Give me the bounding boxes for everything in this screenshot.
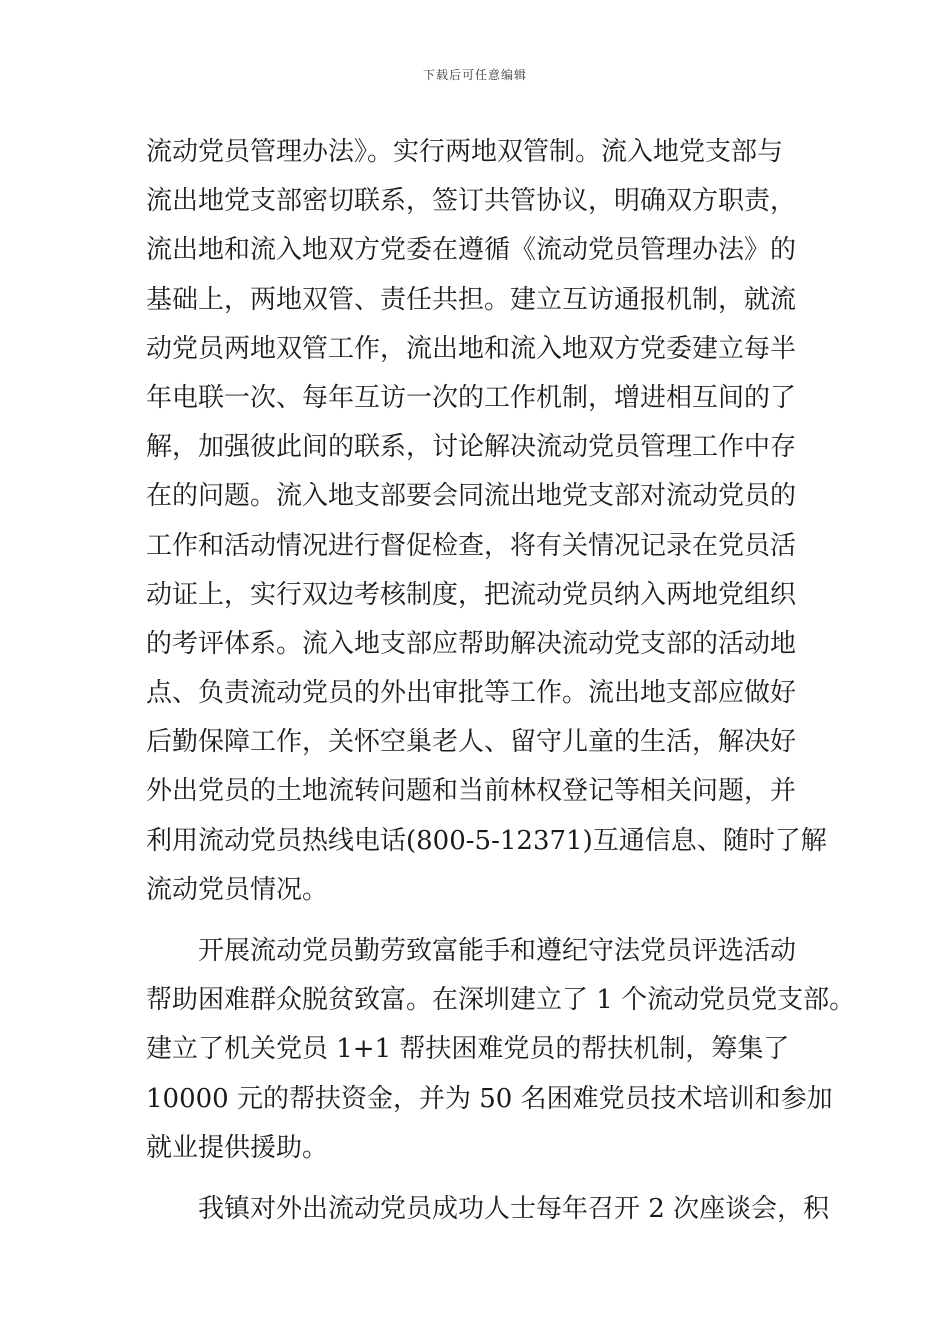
text-line: 开展流动党员勤劳致富能手和遵纪守法党员评选活动 (198, 936, 797, 966)
paragraph-3 (146, 1185, 830, 1234)
page-header: 下载后可任意编辑 (422, 68, 527, 82)
text-line: 10000 元的帮扶资金，并为 50 名困难党员技术培训和参加 (146, 1083, 833, 1114)
text-line: 流动党员管理办法》。实行两地双管制。流入地党支部与 (146, 137, 784, 167)
text-line: 后勤保障工作，关怀空巢老人、留守儿童的生活，解决好 (146, 727, 797, 758)
text-line: 流动党员情况。 (146, 874, 329, 905)
text-line: 利用流动党员热线电话(800-5-12371)互通信息、随时了解 (146, 825, 827, 856)
text-line: 就业提供援助。 (146, 1132, 329, 1163)
text-line: 在的问题。流入地支部要会同流出地党支部对流动党员的 (146, 481, 797, 512)
paragraph-gap (146, 915, 811, 927)
text-line: 年电联一次、每年互访一次的工作机制，增进相互间的了 (146, 382, 797, 413)
text-line: 点、负责流动党员的外出审批等工作。流出地支部应做好 (146, 678, 797, 709)
text-line: 解，加强彼此间的联系，讨论解决流动党员管理工作中存 (146, 432, 797, 463)
text-line: 建立了机关党员 1+1 帮扶困难党员的帮扶机制，筹集了 (146, 1034, 790, 1065)
paragraph-1 (146, 128, 827, 915)
text-line: 流出地党支部密切联系，签订共管协议，明确双方职责， (146, 186, 797, 217)
text-line: 动证上，实行双边考核制度，把流动党员纳入两地党组织 (146, 579, 797, 610)
text-line: 动党员两地双管工作，流出地和流入地双方党委建立每半 (146, 333, 797, 364)
text-line: 帮助困难群众脱贫致富。在深圳建立了 1 个流动党员党支部。 (146, 985, 856, 1016)
text-line: 我镇对外出流动党员成功人士每年召开 2 次座谈会，积 (198, 1193, 830, 1224)
document-body (146, 128, 856, 1234)
text-line: 的考评体系。流入地支部应帮助解决流动党支部的活动地 (146, 628, 797, 659)
paragraph-gap (146, 1173, 811, 1185)
text-line: 基础上，两地双管、责任共担。建立互访通报机制，就流 (146, 284, 797, 315)
text-line: 外出党员的土地流转问题和当前林权登记等相关问题，并 (146, 776, 797, 807)
text-line: 流出地和流入地双方党委在遵循《流动党员管理办法》的 (146, 235, 797, 266)
text-line: 工作和活动情况进行督促检查，将有关情况记录在党员活 (146, 530, 797, 561)
paragraph-2 (146, 927, 856, 1173)
